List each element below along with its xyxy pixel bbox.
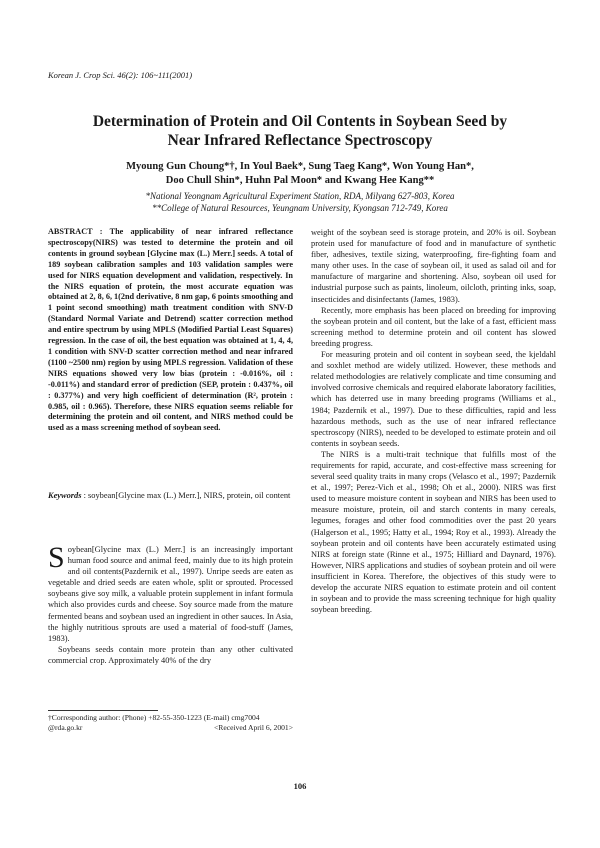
keywords-label: Keywords [48, 491, 82, 500]
right-paragraph-1: weight of the soybean seed is storage protein, and 20% is oil. Soybean protein used for manufacture of food and in manufacture of synthetic fiber, adhesives, textile sizing, waterproofing, fire-fighting foam and many other uses. In the case of soybean oil, it used as salad oil and for manufacture of margarine and shortening. Also, soybean oil used for industrial purpose such as paints, linoleum, oilcloth, printing inks, soap, insecticides and disinfectants (James, 1983). [311, 228, 556, 304]
right-paragraph-3: For measuring protein and oil content in soybean seed, the kjeldahl and soxhlet method are widely utilized. However, these methods and related methodologies are relatively complicate and time consuming and involved corrosive chemicals and required elaborate laboratory facilities, which has deterred use in many breeding programs (Williams et al., 1984; Pazdernik et al., 1997). Due to these difficulties, rapid and less hazardous methods, such as the use of near infrared reflectance spectroscopy (NIRS), needed to be developed to estimate protein and oil contents in soybean seeds. [311, 350, 556, 448]
author-list [40, 160, 560, 188]
title-line-2: Near Infrared Reflectance Spectroscopy [167, 132, 433, 149]
footnote [48, 713, 293, 733]
page-number: 106 [293, 781, 307, 791]
right-paragraph-4: The NIRS is a multi-trait technique that fulfills most of the requirements for rapid, accurate, and cost-effective mass screening for several seed quality traits in many crops (Velasco et al., 1997; Pazdernik et al., 1997; Perez-Vich et al., 1998; Oh et al., 2000). NIRS was first used to measure moisture content in soybean and NIRS has been used to measure moisture, protein, oil and starch contents in many cereals, legumes, forages and other food commodities over the past 20 years (Halgerson et al., 1995; Hatty et al., 1994; Roy et al., 1993). Already the soybean protein and oil contents have been accurately estimated using NIRS at foreign state (Rinne et al., 1975; Hilliard and Daynard, 1976). However, NIRS applications and studies of soybean protein and oil were insufficient in Korea. Therefore, the objectives of this study were to develop the accurate NIRS equation to estimate protein and oil content in soybean and to provide the mass screening technique for high quality soybean breeding. [311, 449, 556, 615]
abstract-text: The applicability of near infrared reflectance spectroscopy(NIRS) was tested to determine the protein and oil contents in ground soybean [Glycine max (L.) Merr.] seeds. A total of 189 soybean calibration samples and 103 validation samples were used for NIRS equation development and validation, respectively. In the NIRS equation of protein, the most accurate equation was obtained at 2, 8, 6, 1(2nd derivative, 8 nm gap, 6 points smoothing and 1 point second smoothing) math treatment condition with SNV-D (Standard Normal Variate and Detrend) scatter correction method and entire spectrum by using MPLS (Modified Partial Least Squares) regression. In the case of oil, the best equation was obtained at 1, 4, 4, 1 condition with SNV-D scatter correction method and near infrared (1100 ~2500 nm) region by using MPLS regression. Validation of these NIRS equations showed very low bias (protein : -0.016%, oil : -0.011%) and standard error of prediction (SEP, protein : 0.437%, oil : 0.377%) and very high coefficient of determination (R², protein : 0.985, oil : 0.965). Therefore, these NIRS equation seems reliable for determining the protein and oil content, and NIRS method could be used as a mass screening method of soybean seed. [48, 227, 293, 433]
keywords [48, 490, 293, 501]
footnote-email-domain: @rda.go.kr [48, 723, 83, 732]
title-line-1: Determination of Protein and Oil Contents in Soybean Seed by [92, 113, 508, 130]
footnote-line-2 [48, 723, 293, 733]
intro-paragraph-1 [48, 541, 293, 644]
abstract-label: ABSTRACT : [48, 227, 110, 236]
right-paragraph-2: Recently, more emphasis has been placed on breeding for improving the soybean protein and oil content, but the lake of a fast, efficient mass screening method to determine protein and oil content has slowed breeding progress. [311, 305, 556, 348]
paper-title [40, 112, 560, 150]
authors-line-1: Myoung Gun Choung*†, In Youl Baek*, Sung Taeg Kang*, Won Young Han*, [126, 161, 474, 172]
keywords-text: : soybean[Glycine max (L.) Merr.], NIRS, protein, oil content [81, 491, 291, 500]
affiliation-2: **College of Natural Resources, Yeungnam University, Kyongsan 712-749, Korea [152, 203, 448, 213]
abstract [48, 227, 293, 434]
body-right-column [311, 227, 556, 615]
received-date: <Received April 6, 2001> [213, 723, 293, 732]
journal-citation: Korean J. Crop Sci. 46(2): 106~111(2001) [48, 70, 193, 80]
drop-cap: S [48, 541, 65, 574]
footnote-line-1: †Corresponding author: (Phone) +82-55-350-1223 (E-mail) cmg7004 [48, 713, 260, 722]
authors-line-2: Doo Chull Shin*, Huhn Pal Moon* and Kwang Hee Kang** [165, 175, 435, 186]
affiliation-1: *National Yeongnam Agricultural Experiment Station, RDA, Milyang 627-803, Korea [145, 191, 455, 201]
intro-paragraph-1-text: oybean[Glycine max (L.) Merr.] is an increasingly important human food source and animal feed, mainly due to its high protein and oil contents(Pazdernik et al., 1997). Unripe seeds are eaten as vegetable and dried seeds are eaten whole, split or sprouted. Processed soybeans give soy milk, a valuable protein supplement in infant formula which also provides curds and cheese. Soy source made from the mature fermented beans and soybean used an ingredient in other sauces. In Asia, the highly nutritious sprouts are used a material of food-stuff (James, 1983). [48, 545, 293, 643]
affiliations [40, 190, 560, 214]
body-left-column [48, 541, 293, 666]
intro-paragraph-2: Soybeans seeds contain more protein than any other cultivated commercial crop. Approximately 40% of the dry [48, 644, 293, 665]
footnote-rule [48, 710, 158, 711]
